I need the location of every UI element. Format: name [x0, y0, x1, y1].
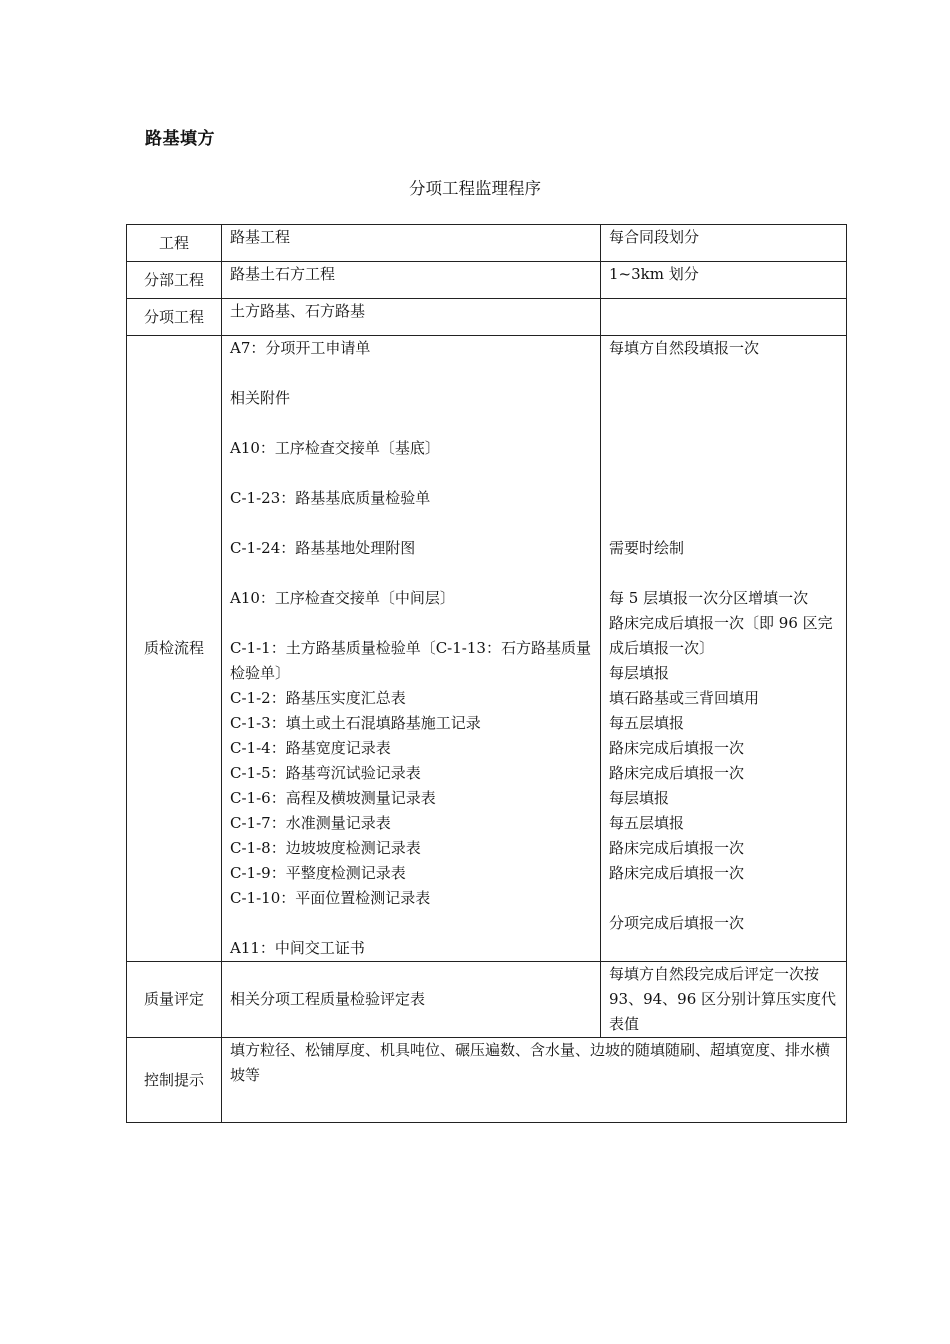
flow-note: 路床完成后填报一次 [609, 739, 745, 757]
flow-item: C-1-1：土方路基质量检验单〔C-1-13：石方路基质量检验单〕 [230, 639, 591, 682]
control-text: 填方粒径、松铺厚度、机具吨位、碾压遍数、含水量、边坡的随填随刷、超填宽度、排水横坡等 [222, 1038, 847, 1123]
row-note: 1~3km 划分 [601, 262, 847, 299]
flow-note: 填石路基或三背回填用 [609, 689, 760, 707]
flow-item: 相关附件 [230, 389, 291, 407]
table-row-subitem [127, 299, 847, 336]
flow-note: 每五层填报 [609, 714, 685, 732]
table-row-division [127, 262, 847, 299]
flow-item: C-1-6：高程及横坡测量记录表 [230, 789, 436, 807]
flow-note: 路床完成后填报一次 [609, 864, 745, 882]
flow-item: A10：工序检查交接单〔基底〕 [230, 439, 440, 457]
flow-note: 每填方自然段填报一次 [609, 339, 760, 357]
flow-note: 需要时绘制 [609, 539, 685, 557]
flow-note: 每层填报 [609, 664, 670, 682]
flow-item: C-1-10：平面位置检测记录表 [230, 889, 431, 907]
flow-note: 路床完成后填报一次〔即 96 区完成后填报一次〕 [609, 614, 833, 657]
table-row-control [127, 1038, 847, 1123]
row-label: 质检流程 [127, 336, 222, 962]
flow-item: C-1-4：路基宽度记录表 [230, 739, 391, 757]
flow-item: A10：工序检查交接单〔中间层〕 [230, 589, 455, 607]
row-label: 分项工程 [127, 299, 222, 336]
row-note: 每合同段划分 [601, 225, 847, 262]
flow-item: C-1-5：路基弯沉试验记录表 [230, 764, 421, 782]
flow-item: C-1-8：边坡坡度检测记录表 [230, 839, 421, 857]
flow-item: C-1-24：路基基地处理附图 [230, 539, 416, 557]
row-value: 土方路基、石方路基 [222, 299, 601, 336]
flow-notes-cell [601, 336, 847, 962]
table-row-quality-flow [127, 336, 847, 962]
row-note: 每填方自然段完成后评定一次按 93、94、96 区分别计算压实度代表值 [601, 962, 847, 1038]
flow-note: 路床完成后填报一次 [609, 764, 745, 782]
flow-note: 每 5 层填报一次分区增填一次 [609, 589, 809, 607]
flow-item: C-1-2：路基压实度汇总表 [230, 689, 406, 707]
flow-item: C-1-23：路基基底质量检验单 [230, 489, 431, 507]
flow-note: 分项完成后填报一次 [609, 914, 745, 932]
row-label: 工程 [127, 225, 222, 262]
row-label: 分部工程 [127, 262, 222, 299]
flow-note: 每五层填报 [609, 814, 685, 832]
flow-items-cell [222, 336, 601, 962]
table-row-quality-eval [127, 962, 847, 1038]
row-label: 质量评定 [127, 962, 222, 1038]
flow-item: C-1-7：水准测量记录表 [230, 814, 391, 832]
table-row-project [127, 225, 847, 262]
flow-note: 路床完成后填报一次 [609, 839, 745, 857]
flow-item: C-1-3：填土或土石混填路基施工记录 [230, 714, 481, 732]
flow-note: 每层填报 [609, 789, 670, 807]
row-label: 控制提示 [127, 1038, 222, 1123]
row-value: 相关分项工程质量检验评定表 [222, 962, 601, 1038]
flow-item: A7：分项开工申请单 [230, 339, 371, 357]
row-value: 路基土石方工程 [222, 262, 601, 299]
flow-item: C-1-9：平整度检测记录表 [230, 864, 406, 882]
flow-item: A11：中间交工证书 [230, 939, 365, 957]
section-heading: 路基填方 [145, 129, 215, 149]
row-value: 路基工程 [222, 225, 601, 262]
row-note [601, 299, 847, 336]
procedure-table [126, 224, 847, 1123]
table-title: 分项工程监理程序 [409, 179, 541, 198]
